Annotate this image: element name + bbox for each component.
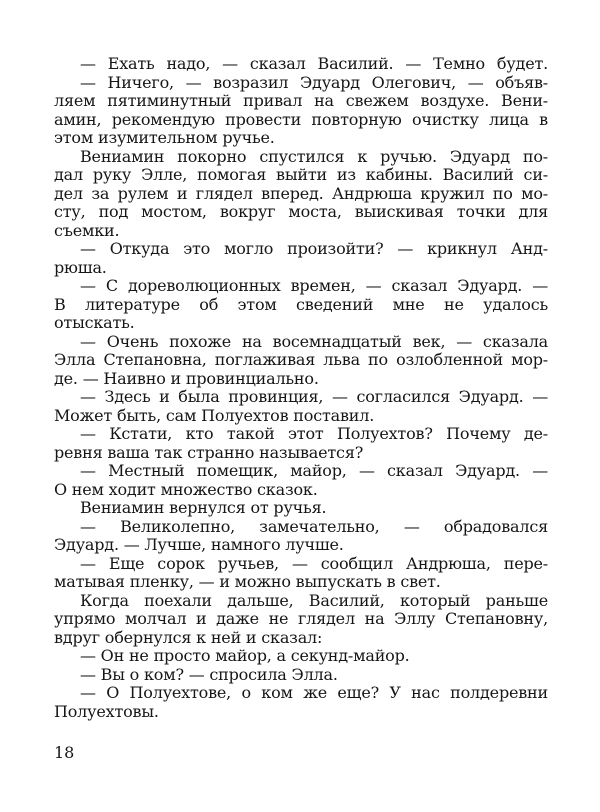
text-line: — Ехать надо, — сказал Василий. — Темно будет. xyxy=(80,54,548,73)
text-line: — Кстати, кто такой этот Полуехтов? Почему де- xyxy=(80,424,548,443)
text-line: упрямо молчал и даже не глядел на Эллу Степановну, xyxy=(54,609,548,628)
text-line: дал руку Элле, помогая выйти из кабины. Василий си- xyxy=(54,165,548,184)
text-line: — Вы о ком? — спросила Элла. xyxy=(80,664,338,684)
text-line: В литературе об этом сведений мне не удалось xyxy=(54,294,548,314)
text-line: О нем ходит множество сказок. xyxy=(54,479,318,499)
text-line: отыскать. xyxy=(54,313,135,332)
text-line: Вениамин вернулся от ручья. xyxy=(80,498,327,517)
text-line: ляем пятиминутный привал на свежем воздухе. Вени- xyxy=(54,91,548,110)
text-line: — Очень похоже на восемнадцатый век, — сказала xyxy=(80,331,548,351)
body-text xyxy=(54,55,548,721)
text-line: Может быть, сам Полуехтов поставил. xyxy=(54,405,375,425)
text-line: — Здесь и была провинция, — согласился Эдуард. — xyxy=(80,387,548,406)
text-line: Эдуард. — Лучше, намного лучше. xyxy=(54,535,344,554)
page-number: 18 xyxy=(54,743,75,762)
text-line: вдруг обернулся к ней и сказал: xyxy=(54,627,323,647)
text-line: матывая пленку, — и можно выпускать в свет. xyxy=(54,572,441,591)
text-line: — Еще сорок ручьев, — сообщил Андрюша, пере- xyxy=(80,553,548,573)
text-line: рюша. xyxy=(54,257,107,277)
text-line: Элла Степановна, поглаживая льва по озлобленной мор- xyxy=(54,350,548,369)
text-line: — О Полуехтове, о ком же еще? У нас полдеревни xyxy=(80,683,548,702)
text-line: ревня ваша так странно называется? xyxy=(54,442,364,462)
text-line: амин, рекомендую провести повторную очистку лица в xyxy=(54,109,548,129)
text-line: — Откуда это могло произойти? — крикнул Анд- xyxy=(80,239,548,258)
text-line: Вениамин покорно спустился к ручью. Эдуард по- xyxy=(80,146,548,166)
text-line: — Великолепно, замечательно, — обрадовался xyxy=(80,516,548,536)
text-line: этом изумительном ручье. xyxy=(54,128,275,147)
text-line: де. — Наивно и провинциально. xyxy=(54,368,319,388)
text-line: Когда поехали дальше, Василий, который раньше xyxy=(80,590,548,610)
text-line: Полуехтовы. xyxy=(54,701,159,721)
text-line: — С дореволюционных времен, — сказал Эдуард. — xyxy=(80,276,548,295)
text-line: сту, под мостом, вокруг моста, выискивая точки для xyxy=(54,202,548,221)
text-line: дел за рулем и глядел вперед. Андрюша кружил по мо- xyxy=(54,183,548,203)
text-line: — Местный помещик, майор, — сказал Эдуард. — xyxy=(80,461,548,480)
text-line: — Он не просто майор, а секунд-майор. xyxy=(80,646,410,665)
text-line: — Ничего, — возразил Эдуард Олегович, — объяв- xyxy=(80,72,548,92)
text-line: съемки. xyxy=(54,220,120,240)
